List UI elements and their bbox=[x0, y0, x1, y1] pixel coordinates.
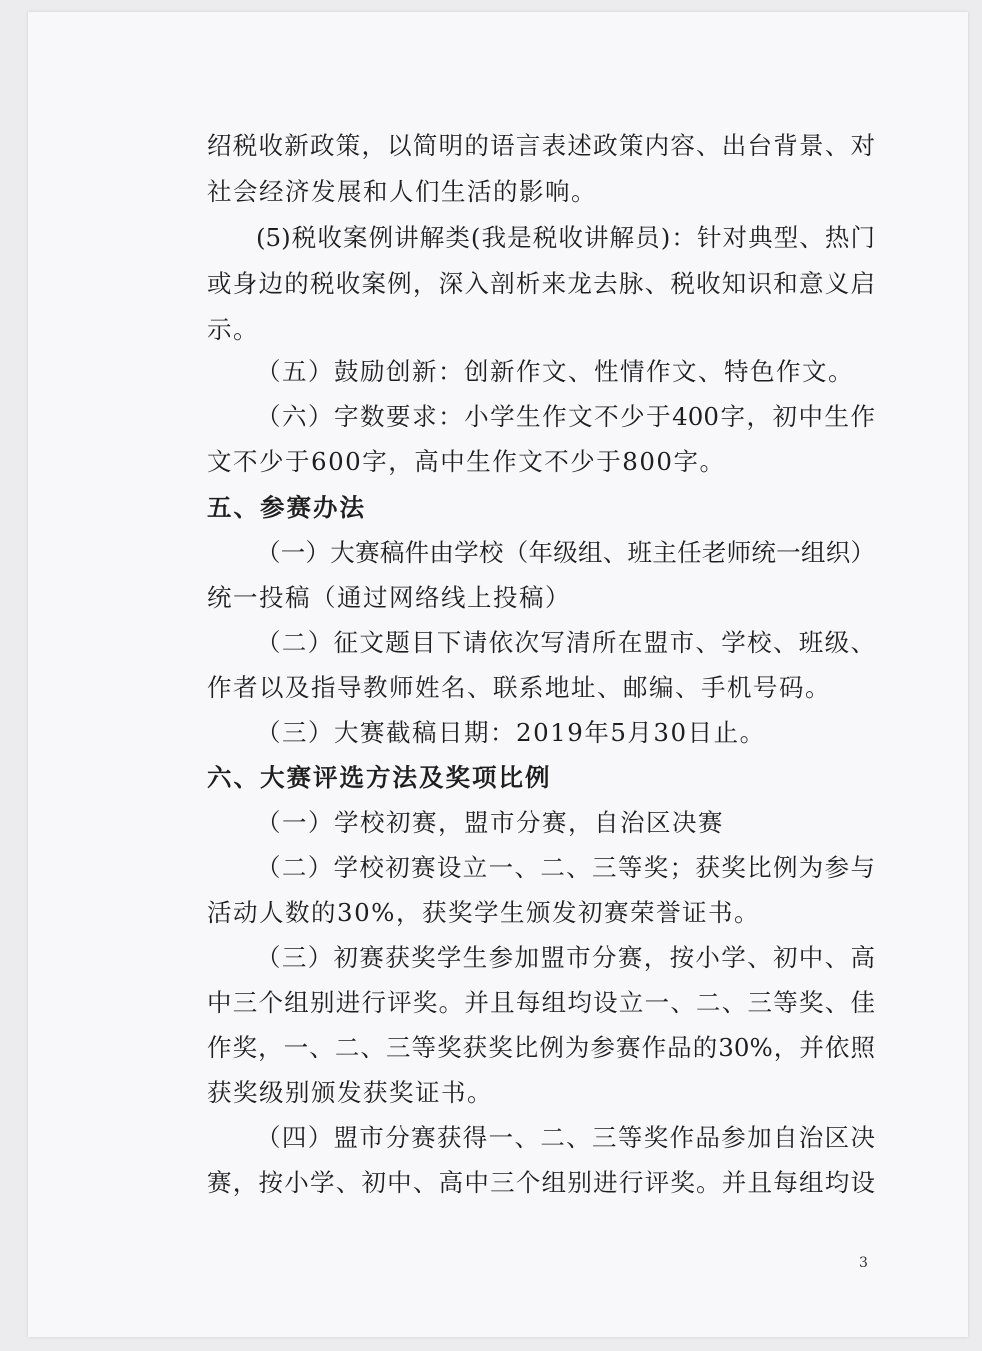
paragraph-line: （五）鼓励创新：创新作文、性情作文、特色作文。 bbox=[256, 357, 854, 386]
paragraph-line: 作者以及指导教师姓名、联系地址、邮编、手机号码。 bbox=[207, 673, 831, 702]
paragraph-line: （一）大赛稿件由学校（年级组、班主任老师统一组织） bbox=[256, 538, 875, 567]
paragraph-line: （二）学校初赛设立一、二、三等奖；获奖比例为参与 bbox=[256, 853, 875, 882]
paragraph-line: 作奖，一、二、三等奖获奖比例为参赛作品的30%，并依照 bbox=[207, 1033, 875, 1062]
paragraph-line: （一）学校初赛，盟市分赛，自治区决赛 bbox=[256, 808, 724, 837]
section-heading: 五、参赛办法 bbox=[207, 493, 366, 522]
paragraph-line: 绍税收新政策，以简明的语言表述政策内容、出台背景、对 bbox=[207, 131, 875, 160]
page-number: 3 bbox=[859, 1255, 868, 1271]
paragraph-line: （四）盟市分赛获得一、二、三等奖作品参加自治区决 bbox=[256, 1123, 875, 1152]
paragraph-line: 社会经济发展和人们生活的影响。 bbox=[207, 177, 597, 206]
paragraph-line: 获奖级别颁发获奖证书。 bbox=[207, 1078, 493, 1107]
section-heading: 六、大赛评选方法及奖项比例 bbox=[207, 763, 552, 792]
paragraph-line: 中三个组别进行评奖。并且每组均设立一、二、三等奖、佳 bbox=[207, 988, 875, 1017]
paragraph-line: 活动人数的30%，获奖学生颁发初赛荣誉证书。 bbox=[207, 898, 760, 927]
paragraph-line: （六）字数要求：小学生作文不少于400字，初中生作 bbox=[256, 402, 875, 431]
paragraph-line: （二）征文题目下请依次写清所在盟市、学校、班级、 bbox=[256, 628, 875, 657]
paragraph-line: （三）初赛获奖学生参加盟市分赛，按小学、初中、高 bbox=[256, 943, 875, 972]
paragraph-line: 赛，按小学、初中、高中三个组别进行评奖。并且每组均设 bbox=[207, 1168, 875, 1197]
paragraph-line: 文不少于600字，高中生作文不少于800字。 bbox=[207, 447, 726, 476]
paragraph-line: （三）大赛截稿日期：2019年5月30日止。 bbox=[256, 718, 766, 747]
paragraph-line: 示。 bbox=[207, 315, 259, 344]
paragraph-line: 或身边的税收案例，深入剖析来龙去脉、税收知识和意义启 bbox=[207, 269, 875, 298]
paragraph-line: 统一投稿（通过网络线上投稿） bbox=[207, 583, 571, 612]
paragraph-line: (5)税收案例讲解类(我是税收讲解员)：针对典型、热门 bbox=[256, 223, 875, 252]
